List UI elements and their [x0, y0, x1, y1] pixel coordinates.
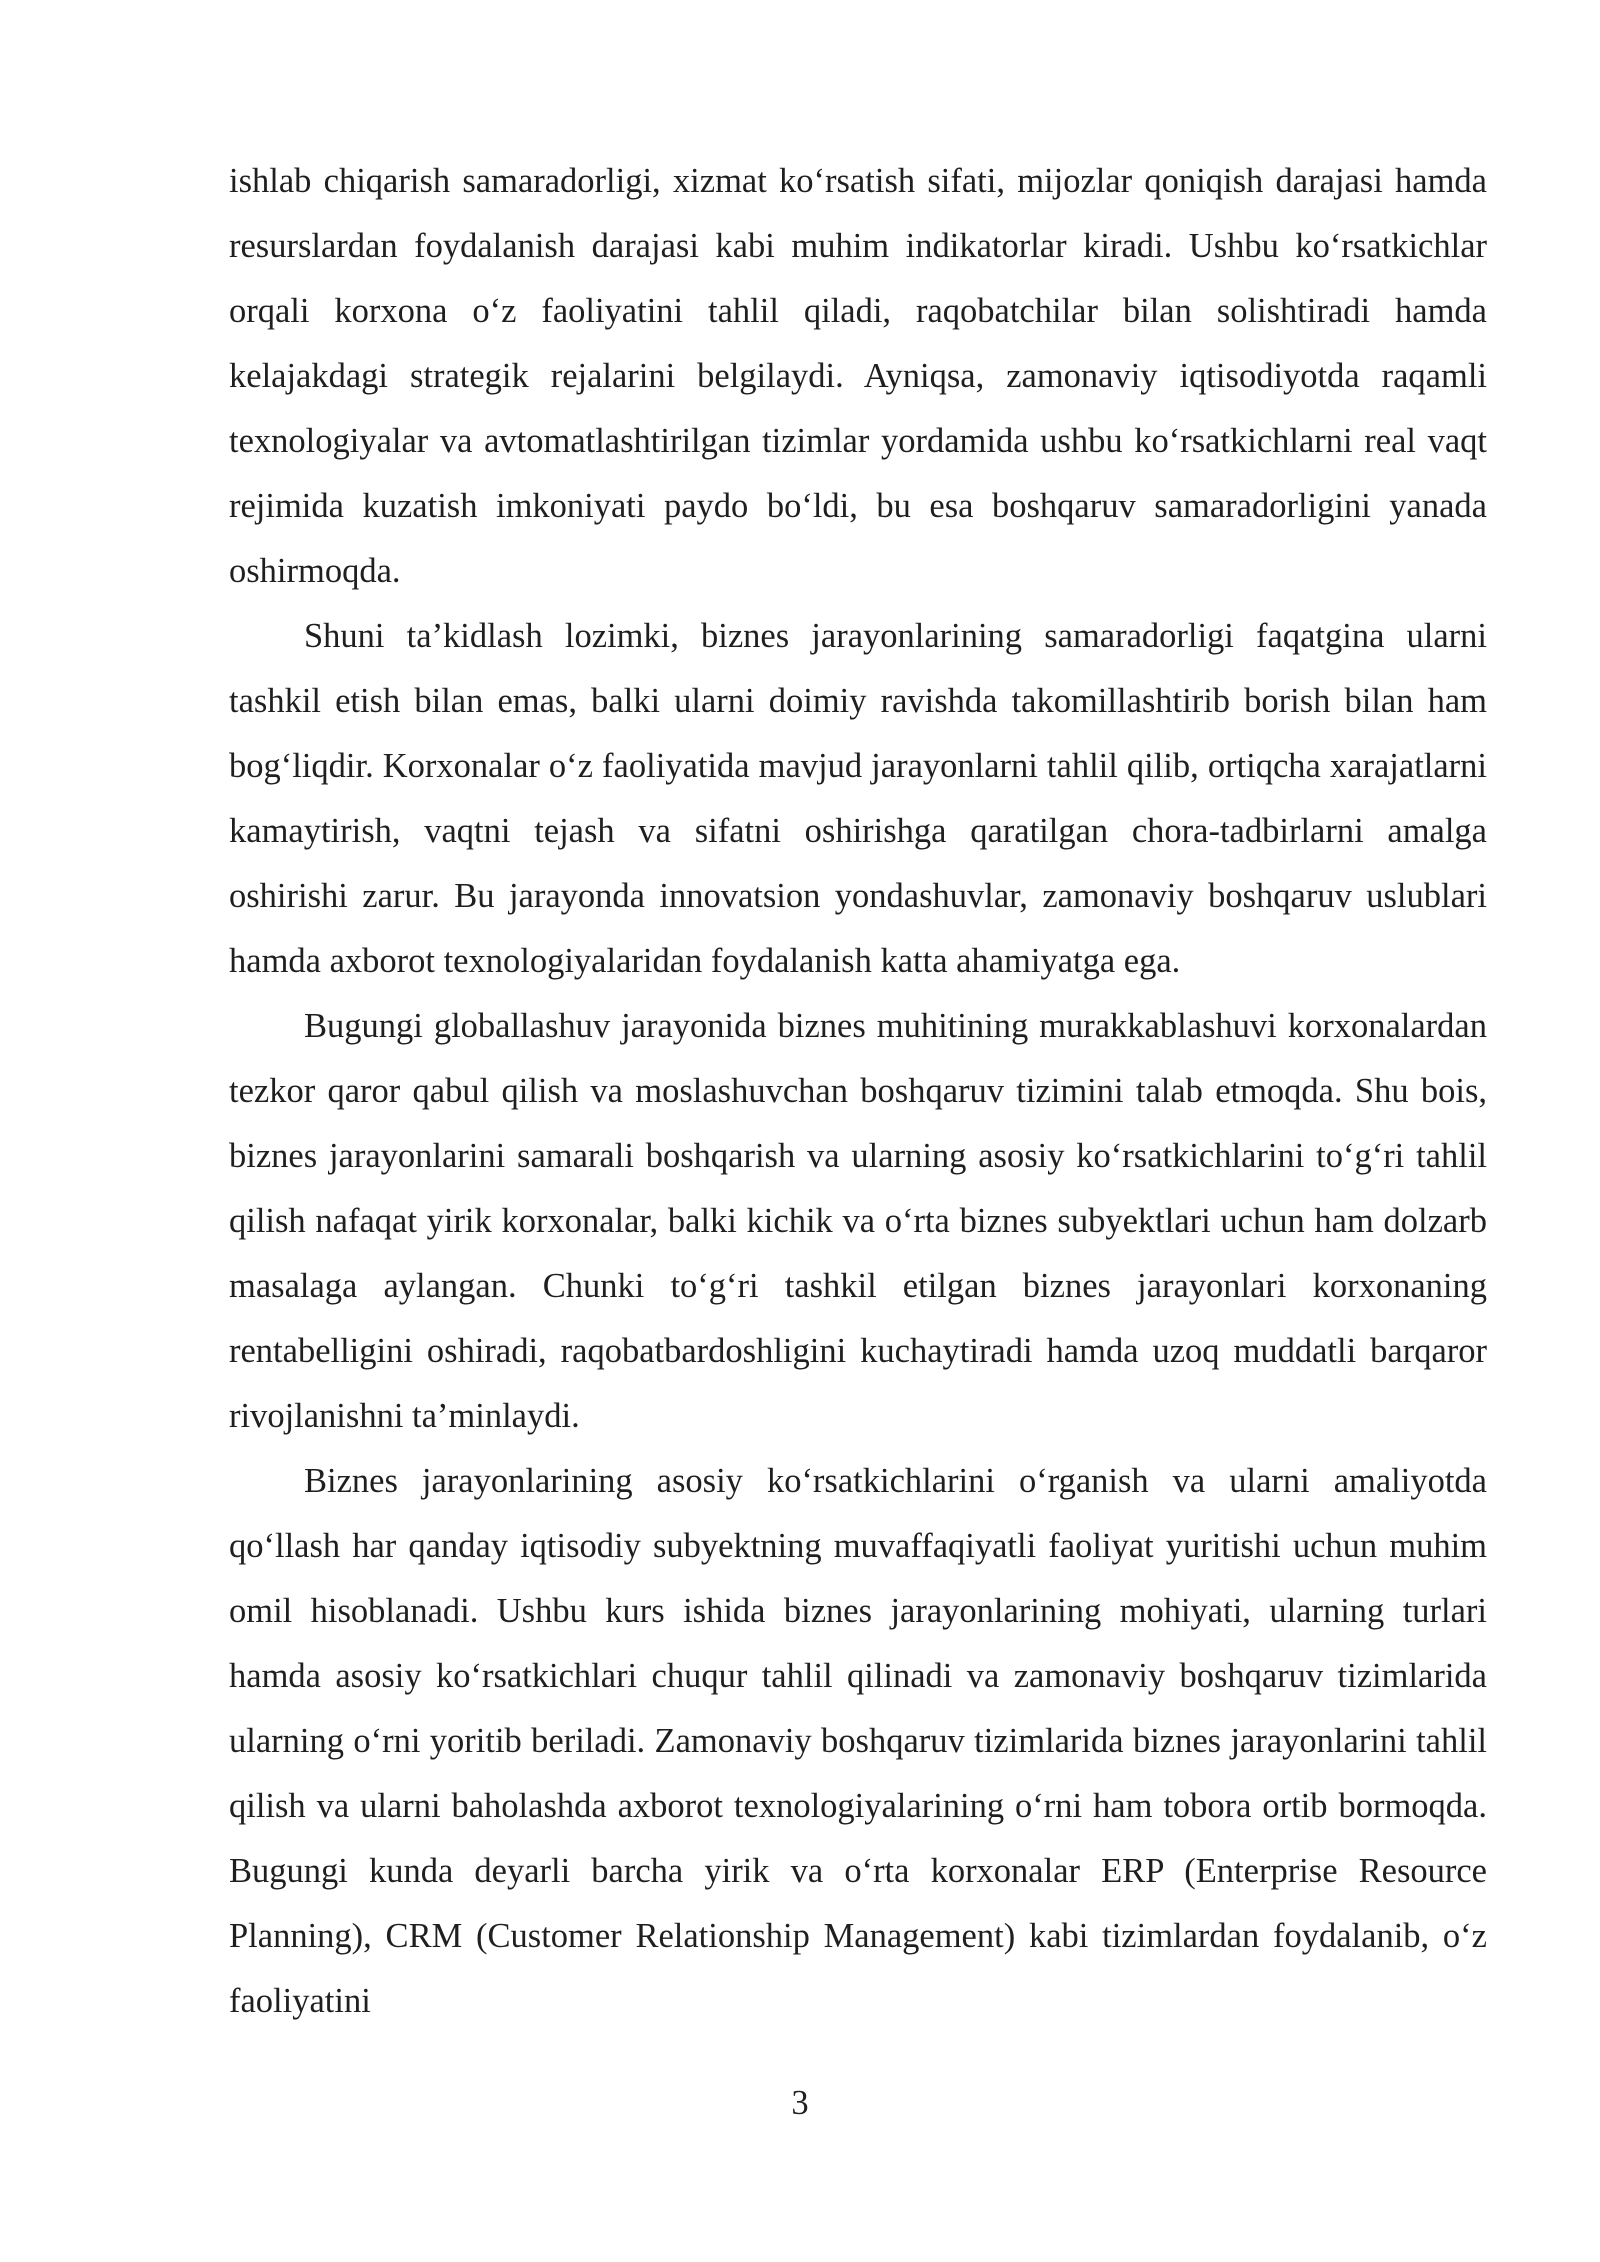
body-text: [229, 149, 1487, 2034]
page-number: 3: [791, 2084, 809, 2122]
paragraph-4: Biznes jarayonlarining asosiy ko‘rsatkichlarini o‘rganish va ularni amaliyotda qo‘llash har qanday iqtisodiy subyektning muvaffaqiyatli faoliyat yuritishi uchun muhim omil hisoblanadi. Ushbu kurs ishida biznes jarayonlarining mohiyati, ularning turlari hamda asosiy ko‘rsatkichlari chuqur tahlil qilinadi va zamonaviy boshqaruv tizimlarida ularning o‘rni yoritib beriladi. Zamonaviy boshqaruv tizimlarida biznes jarayonlarini tahlil qilish va ularni baholashda axborot texnologiyalarining o‘rni ham tobora ortib bormoqda. Bugungi kunda deyarli barcha yirik va o‘rta korxonalar ERP (Enterprise Resource Planning), CRM (Customer Relationship Management) kabi tizimlardan foydalanib, o‘z faoliyatini: [229, 1462, 1487, 2020]
paragraph-2: Shuni ta’kidlash lozimki, biznes jarayonlarining samaradorligi faqatgina ularni tashkil etish bilan emas, balki ularni doimiy ravishda takomillashtirib borish bilan ham bog‘liqdir. Korxonalar o‘z faoliyatida mavjud jarayonlarni tahlil qilib, ortiqcha xarajatlarni kamaytirish, vaqtni tejash va sifatni oshirishga qaratilgan chora-tadbirlarni amalga oshirishi zarur. Bu jarayonda innovatsion yondashuvlar, zamonaviy boshqaruv uslublari hamda axborot texnologiyalaridan foydalanish katta ahamiyatga ega.: [229, 617, 1487, 980]
paragraph-1: ishlab chiqarish samaradorligi, xizmat ko‘rsatish sifati, mijozlar qoniqish darajasi hamda resurslardan foydalanish darajasi kabi muhim indikatorlar kiradi. Ushbu ko‘rsatkichlar orqali korxona o‘z faoliyatini tahlil qiladi, raqobatchilar bilan solishtiradi hamda kelajakdagi strategik rejalarini belgilaydi. Ayniqsa, zamonaviy iqtisodiyotda raqamli texnologiyalar va avtomatlashtirilgan tizimlar yordamida ushbu ko‘rsatkichlarni real vaqt rejimida kuzatish imkoniyati paydo bo‘ldi, bu esa boshqaruv samaradorligini yanada oshirmoqda.: [229, 162, 1487, 590]
paragraph-3: Bugungi globallashuv jarayonida biznes muhitining murakkablashuvi korxonalardan tezkor qaror qabul qilish va moslashuvchan boshqaruv tizimini talab etmoqda. Shu bois, biznes jarayonlarini samarali boshqarish va ularning asosiy ko‘rsatkichlarini to‘g‘ri tahlil qilish nafaqat yirik korxonalar, balki kichik va o‘rta biznes subyektlari uchun ham dolzarb masalaga aylangan. Chunki to‘g‘ri tashkil etilgan biznes jarayonlari korxonaning rentabelligini oshiradi, raqobatbardoshligini kuchaytiradi hamda uzoq muddatli barqaror rivojlanishni ta’minlaydi.: [229, 1007, 1487, 1435]
